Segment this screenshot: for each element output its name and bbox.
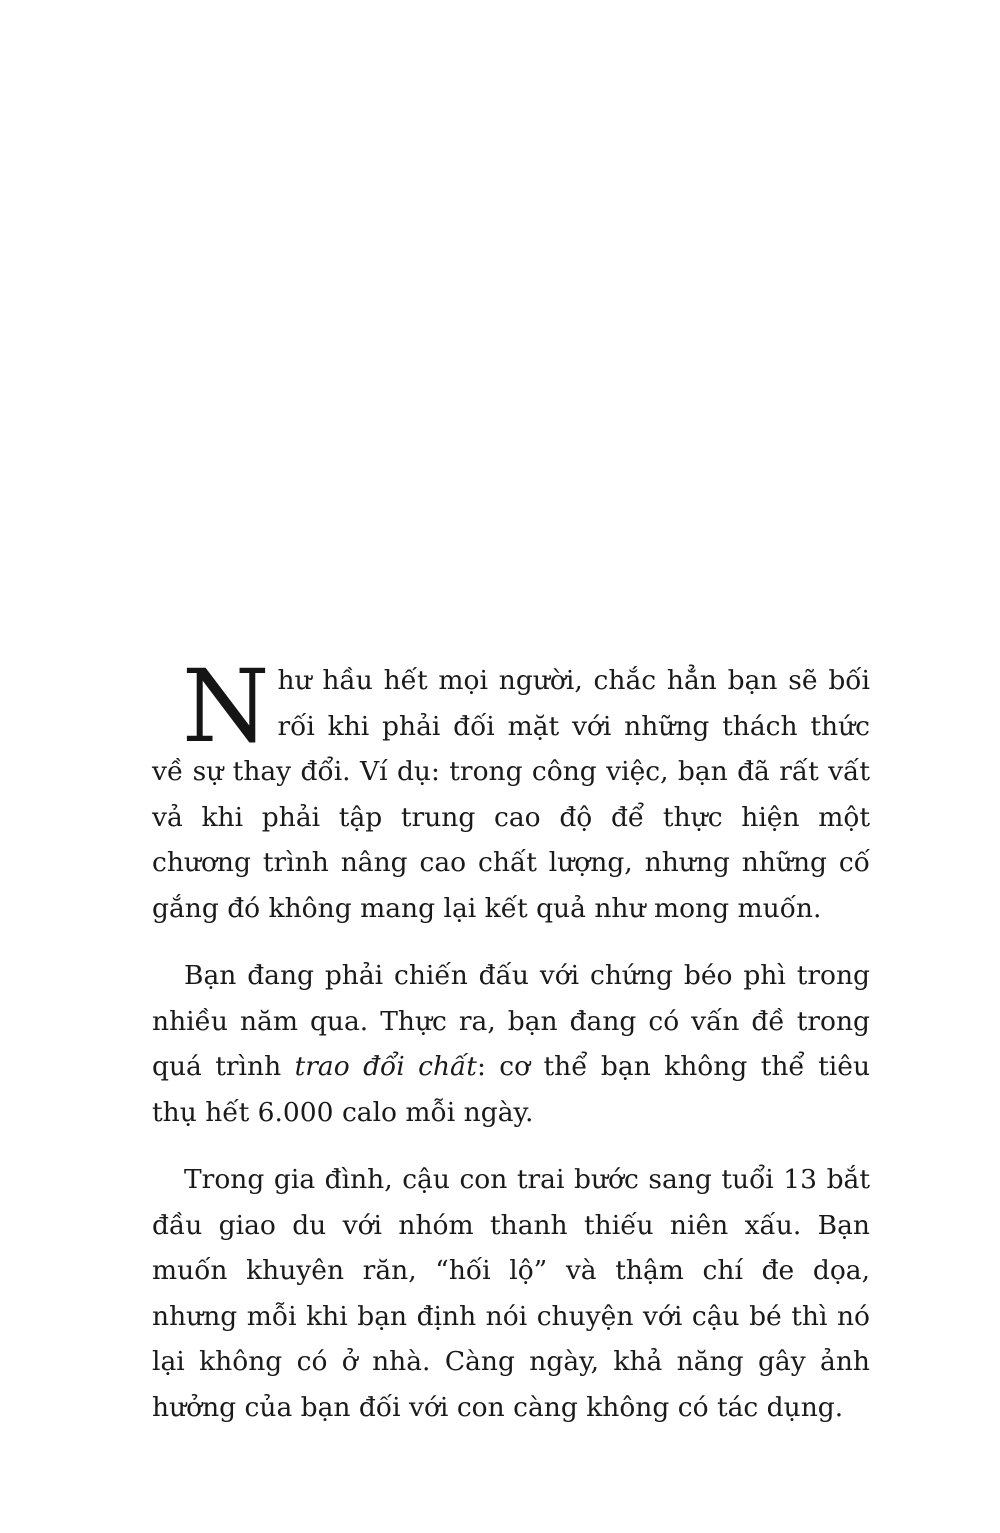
paragraph-1 [152,648,870,931]
paragraph-2-text-after: : cơ thể bạn không thể tiêu thụ hết 6.000 calo mỗi ngày. [152,1051,871,1128]
paragraph-2-italic-term: trao đổi chất [294,1051,477,1082]
paragraph-3-text: Trong gia đình, cậu con trai bước sang tuổi 13 bắt đầu giao du với nhóm thanh thiếu niên xấu. Bạn muốn khuyên răn, “hối lộ” và thậm chí đe dọa, nhưng mỗi khi bạn định nói chuyện với cậu bé thì nó lại không có ở nhà. Càng ngày, khả năng gây ảnh hưởng của bạn đối với con càng không có tác dụng. [152,1164,870,1423]
drop-cap: N [182,648,270,765]
paragraph-2-text-before: Bạn đang phải chiến đấu với chứng béo phì trong nhiều năm qua. Thực ra, bạn đang có vấn đề trong quá trình [152,960,870,1082]
paragraph-2 [152,953,870,1135]
body-text [152,648,871,1452]
paragraph-3 [152,1157,870,1430]
paragraph-1-text: hư hầu hết mọi người, chắc hẳn bạn sẽ bối rối khi phải đối mặt với những thách thức về sự thay đổi. Ví dụ: trong công việc, bạn đã rất vất vả khi phải tập trung cao độ để thực hiện một chương trình nâng cao chất lượng, nhưng những cố gắng đó không mang lại kết quả như mong muốn. [152,665,870,924]
